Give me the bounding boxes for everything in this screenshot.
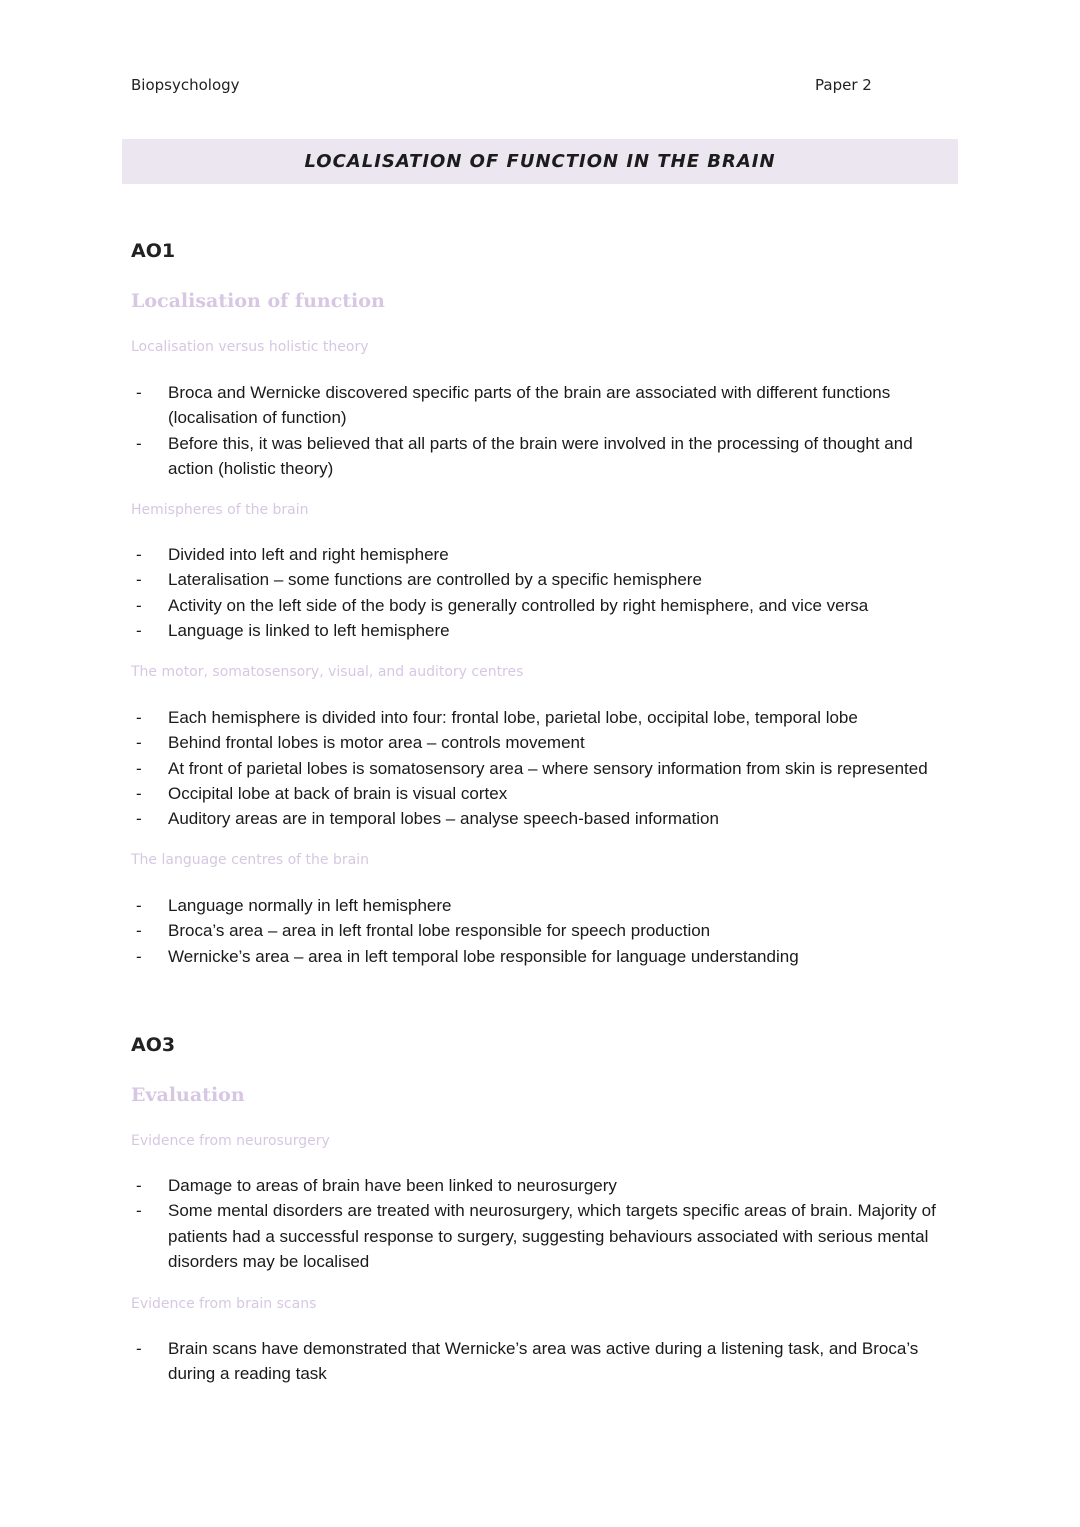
list-item: - At front of parietal lobes is somatosensory area – where sensory information from skin is represented [131,756,961,781]
list-item: - Damage to areas of brain have been linked to neurosurgery [131,1173,961,1198]
section-heading: The language centres of the brain [131,852,369,868]
list-item: - Brain scans have demonstrated that Wernicke’s area was active during a listening task, and Broca’s during a reading task [131,1336,961,1387]
list-item: - Wernicke’s area – area in left temporal lobe responsible for language understanding [131,944,961,969]
bullet-list [131,1173,961,1274]
ao3-label: AO3 [131,1034,176,1056]
list-item: - Behind frontal lobes is motor area – controls movement [131,730,961,755]
bullet-list [131,542,961,643]
section-heading: Evidence from brain scans [131,1296,317,1312]
list-item: - Language is linked to left hemisphere [131,618,961,643]
list-item: - Language normally in left hemisphere [131,893,961,918]
bullet-list [131,1336,961,1387]
list-item: - Broca and Wernicke discovered specific parts of the brain are associated with different functions (localisation of function) [131,380,961,431]
section-heading: Evidence from neurosurgery [131,1133,330,1149]
list-item: - Divided into left and right hemisphere [131,542,961,567]
list-item: - Lateralisation – some functions are controlled by a specific hemisphere [131,567,961,592]
list-item: - Before this, it was believed that all parts of the brain were involved in the processing of thought and action (holistic theory) [131,431,961,482]
list-item: - Each hemisphere is divided into four: frontal lobe, parietal lobe, occipital lobe, temporal lobe [131,705,961,730]
bullet-list [131,705,961,831]
page-title: LOCALISATION OF FUNCTION IN THE BRAIN [304,151,776,172]
list-item: - Broca’s area – area in left frontal lobe responsible for speech production [131,918,961,943]
list-item: - Occipital lobe at back of brain is visual cortex [131,781,961,806]
ao1-heading: Localisation of function [131,290,385,312]
title-banner [122,139,958,184]
bullet-list [131,893,961,969]
list-item: - Activity on the left side of the body is generally controlled by right hemisphere, and vice versa [131,593,961,618]
bullet-list [131,380,961,481]
list-item: - Some mental disorders are treated with neurosurgery, which targets specific areas of brain. Majority of patients had a successful response to surgery, suggesting behaviours associated with serious mental disorders may be localised [131,1198,961,1274]
ao1-label: AO1 [131,240,176,262]
section-heading: Localisation versus holistic theory [131,339,369,355]
header-paper: Paper 2 [815,76,872,94]
section-heading: Hemispheres of the brain [131,502,309,518]
header-subject: Biopsychology [131,76,240,94]
ao3-heading: Evaluation [131,1084,245,1106]
list-item: - Auditory areas are in temporal lobes – analyse speech-based information [131,806,961,831]
section-heading: The motor, somatosensory, visual, and auditory centres [131,664,524,680]
